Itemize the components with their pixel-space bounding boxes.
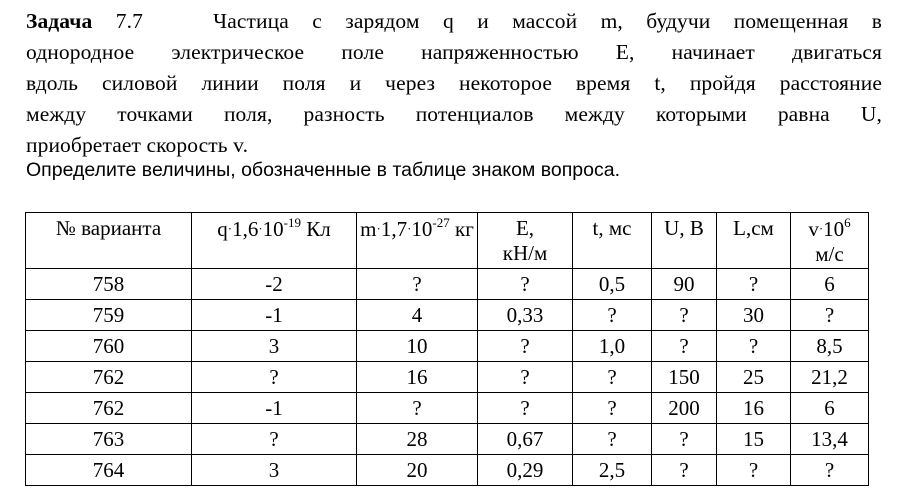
cell-m: 20 bbox=[357, 455, 478, 486]
cell-m: ? bbox=[357, 393, 478, 424]
problem-line-1 bbox=[26, 6, 882, 37]
header-t bbox=[573, 213, 652, 269]
header-v-unit: м/с bbox=[815, 242, 844, 266]
cell-E: ? bbox=[478, 362, 573, 393]
header-m-coef: 1,7 bbox=[380, 217, 408, 241]
header-E bbox=[478, 213, 573, 269]
cell-U: ? bbox=[652, 455, 717, 486]
cell-variant: 760 bbox=[26, 331, 192, 362]
cell-t: 0,5 bbox=[573, 269, 652, 300]
problem-line-4: между точками поля, разность потенциалов между которыми равна U, bbox=[26, 102, 882, 126]
header-q-ten: 10 bbox=[262, 217, 284, 241]
cell-t: 1,0 bbox=[573, 331, 652, 362]
header-q-unit: Кл bbox=[306, 217, 331, 241]
cell-m: 28 bbox=[357, 424, 478, 455]
cell-t: ? bbox=[573, 393, 652, 424]
cell-t: 2,5 bbox=[573, 455, 652, 486]
cell-L: ? bbox=[717, 269, 791, 300]
cell-t: ? bbox=[573, 362, 652, 393]
header-L-label: L,см bbox=[733, 216, 774, 240]
cell-m: 4 bbox=[357, 300, 478, 331]
cell-E: 0,33 bbox=[478, 300, 573, 331]
header-variant-label: № варианта bbox=[55, 216, 162, 240]
cell-q: -2 bbox=[192, 269, 357, 300]
table-row bbox=[26, 331, 869, 362]
table-row bbox=[26, 393, 869, 424]
cell-v: 13,4 bbox=[791, 424, 869, 455]
header-m-unit: кг bbox=[455, 217, 474, 241]
header-m-base: m bbox=[360, 217, 377, 241]
cell-q: ? bbox=[192, 362, 357, 393]
cell-variant: 759 bbox=[26, 300, 192, 331]
cell-q: 3 bbox=[192, 455, 357, 486]
header-U-label: U, В bbox=[664, 216, 704, 240]
instruction-text: Определите величины, обозначенные в таблице знаком вопроса. bbox=[26, 159, 621, 181]
header-q-exp: -19 bbox=[283, 215, 302, 230]
cell-m: ? bbox=[357, 269, 478, 300]
header-q: $q\cdot 1,6\cdot 10^{-19}$ Кл bbox=[192, 213, 357, 269]
header-v-ten: 10 bbox=[823, 217, 845, 241]
cell-L: 25 bbox=[717, 362, 791, 393]
cell-variant: 758 bbox=[26, 269, 192, 300]
cell-v: 21,2 bbox=[791, 362, 869, 393]
cell-U: ? bbox=[652, 424, 717, 455]
table-row bbox=[26, 362, 869, 393]
cell-t: ? bbox=[573, 424, 652, 455]
variants-table bbox=[25, 212, 869, 486]
cell-U: ? bbox=[652, 331, 717, 362]
cell-E: ? bbox=[478, 269, 573, 300]
cell-E: ? bbox=[478, 331, 573, 362]
cell-E: 0,29 bbox=[478, 455, 573, 486]
header-L bbox=[717, 213, 791, 269]
problem-text-1: Частица с зарядом q и массой m, будучи помещенная в bbox=[213, 9, 882, 33]
problem-line-2: однородное электрическое поле напряженностью E, начинает двигаться bbox=[26, 40, 882, 64]
table-row bbox=[26, 300, 869, 331]
table-row bbox=[26, 455, 869, 486]
problem-statement bbox=[26, 6, 882, 161]
cell-q: -1 bbox=[192, 300, 357, 331]
cell-v: ? bbox=[791, 300, 869, 331]
cell-m: 10 bbox=[357, 331, 478, 362]
problem-label: Задача bbox=[26, 9, 93, 33]
table-row bbox=[26, 269, 869, 300]
cell-variant: 763 bbox=[26, 424, 192, 455]
header-q-coef: 1,6 bbox=[232, 217, 259, 241]
problem-line-3: вдоль силовой линии поля и через некоторое время t, пройдя расстояние bbox=[26, 71, 882, 95]
cell-q: 3 bbox=[192, 331, 357, 362]
cell-L: ? bbox=[717, 331, 791, 362]
header-m-exp: -27 bbox=[432, 215, 450, 230]
cell-L: ? bbox=[717, 455, 791, 486]
problem-number: 7.7 bbox=[115, 9, 143, 33]
cell-q: -1 bbox=[192, 393, 357, 424]
cell-variant: 762 bbox=[26, 393, 192, 424]
header-E-line2: кН/м bbox=[502, 241, 548, 265]
cell-E: ? bbox=[478, 393, 573, 424]
header-variant bbox=[26, 213, 192, 269]
header-m-ten: 10 bbox=[411, 217, 433, 241]
cell-v: 6 bbox=[791, 269, 869, 300]
cell-U: 150 bbox=[652, 362, 717, 393]
header-v-base: v bbox=[808, 217, 819, 241]
cell-U: 90 bbox=[652, 269, 717, 300]
header-t-label: t, мс bbox=[592, 216, 632, 240]
cell-L: 15 bbox=[717, 424, 791, 455]
cell-L: 16 bbox=[717, 393, 791, 424]
cell-L: 30 bbox=[717, 300, 791, 331]
cell-U: ? bbox=[652, 300, 717, 331]
cell-E: 0,67 bbox=[478, 424, 573, 455]
header-v-exp: 6 bbox=[844, 215, 851, 230]
table-header-row bbox=[26, 213, 869, 269]
cell-variant: 762 bbox=[26, 362, 192, 393]
header-E-line1: E, bbox=[515, 216, 535, 240]
header-v: $v\cdot 10^6$ м/с bbox=[791, 213, 869, 269]
header-U bbox=[652, 213, 717, 269]
cell-q: ? bbox=[192, 424, 357, 455]
problem-line-5: приобретает скорость v. bbox=[26, 133, 249, 157]
cell-variant: 764 bbox=[26, 455, 192, 486]
cell-v: 6 bbox=[791, 393, 869, 424]
cell-v: 8,5 bbox=[791, 331, 869, 362]
cell-v: ? bbox=[791, 455, 869, 486]
header-m: $m\cdot 1,7\cdot 10^{-27}$ кг bbox=[357, 213, 478, 269]
header-q-base: q bbox=[217, 217, 228, 241]
table-row bbox=[26, 424, 869, 455]
cell-m: 16 bbox=[357, 362, 478, 393]
cell-U: 200 bbox=[652, 393, 717, 424]
cell-t: ? bbox=[573, 300, 652, 331]
